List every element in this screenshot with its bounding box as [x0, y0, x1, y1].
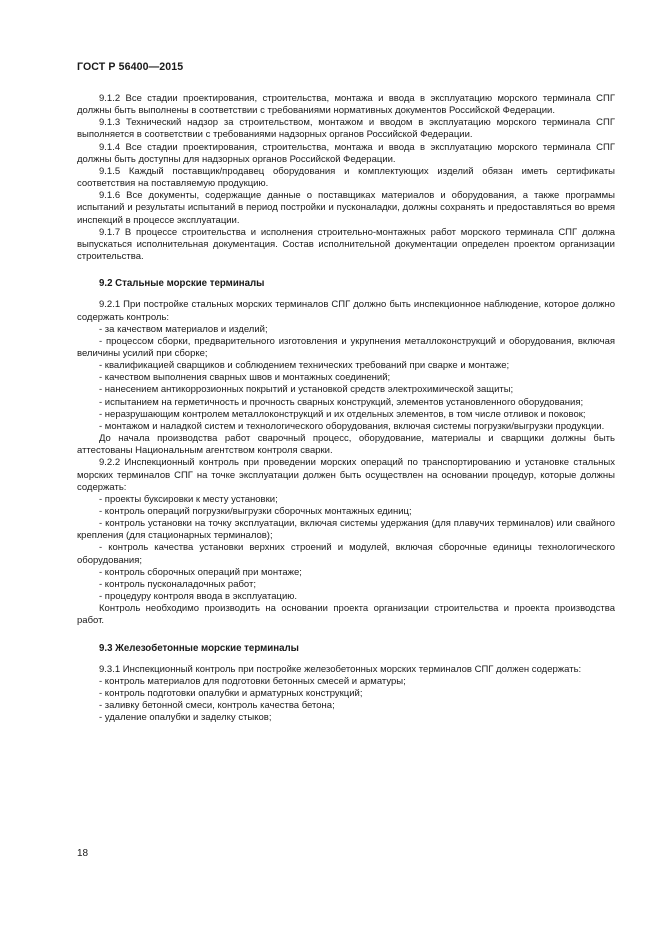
paragraph-9-2-2: 9.2.2 Инспекционный контроль при проведении морских операций по транспортированию и установке стальных морских терминалов СПГ на точке эксплуатации должен быть осуществлен на основании процедур, которые должны содержать: [77, 457, 615, 493]
paragraph-9-1-7: 9.1.7 В процессе строительства и исполнения строительно-монтажных работ морского терминала СПГ должна выпускаться исполнительная документация. Состав исполнительной документации определен проектом организации строительства. [77, 226, 615, 263]
list-item: - контроль пусконаладочных работ; [99, 578, 256, 590]
list-item: - процедуру контроля ввода в эксплуатацию. [99, 591, 298, 603]
list-item: - квалификацией сварщиков и соблюдением технических требований при сварке и монтаже; [99, 360, 510, 372]
list-item: - качеством выполнения сварных швов и монтажных соединений; [99, 372, 391, 384]
paragraph-9-1-3: 9.1.3 Технический надзор за строительством, монтажом и вводом в эксплуатацию морского терминала СПГ выполняется в соответствии с требованиями надзорных органов Российской Федерации. [77, 117, 615, 141]
list-item: - контроль установки на точку эксплуатации, включая системы удержания (для плавучих терминалов) или свайного крепления (для стационарных терминалов); [77, 518, 615, 542]
page-number: 18 [77, 848, 89, 859]
list-item: - монтажом и наладкой систем и технологического оборудования, включая системы погрузки/выгрузки продукции. [99, 420, 605, 432]
paragraph-9-1-2: 9.1.2 Все стадии проектирования, строительства, монтажа и ввода в эксплуатацию морского терминала СПГ должны быть выполнены в соответствии с требованиями нормативных документов Российской Федерации. [77, 93, 615, 117]
paragraph-9-1-6: 9.1.6 Все документы, содержащие данные о поставщиках материалов и оборудования, а также программы испытаний и результаты испытаний в период постройки и пусконаладки, должны сохранять и предоставляться во время инспекций в процессе эксплуатации. [77, 190, 615, 226]
list-item: - удаление опалубки и заделку стыков; [99, 712, 272, 724]
list-item: - контроль материалов для подготовки бетонных смесей и арматуры; [99, 675, 406, 687]
section-heading-9-3: 9.3 Железобетонные морские терминалы [99, 642, 299, 654]
document-body [77, 93, 615, 725]
section-heading-9-2: 9.2 Стальные морские терминалы [99, 278, 265, 290]
list-item: - нанесением антикоррозионных покрытий и установкой средств электрохимической защиты; [99, 384, 514, 396]
paragraph-9-1-4: 9.1.4 Все стадии проектирования, строительства, монтажа и ввода в эксплуатацию морского терминала СПГ должны быть доступны для надзорных органов Российской Федерации. [77, 141, 615, 165]
paragraph-control-note: Контроль необходимо производить на основании проекта организации строительства и проекта производства работ. [77, 603, 615, 627]
paragraph-9-1-5: 9.1.5 Каждый поставщик/продавец оборудования и комплектующих изделий обязан иметь сертификаты соответствия на поставляемую продукцию. [77, 165, 615, 190]
list-item: - контроль сборочных операций при монтаже; [99, 566, 302, 578]
list-item: - заливку бетонной смеси, контроль качества бетона; [99, 700, 335, 712]
list-item: - неразрушающим контролем металлоконструкций и их отдельных элементов, в том числе отливок и поковок; [99, 408, 586, 420]
list-item: - процессом сборки, предварительного изготовления и укрупнения металлоконструкций и оборудования, включая величины усилий при сборке; [77, 335, 615, 359]
list-item: - за качеством материалов и изделий; [99, 323, 268, 335]
paragraph-welding-note: До начала производства работ сварочный процесс, оборудование, материалы и сварщики должны быть аттестованы Национальным агентством контроля сварки. [77, 433, 615, 457]
list-item: - испытанием на герметичность и прочность сварных конструкций, элементов установленного оборудования; [99, 396, 584, 408]
list-item: - контроль качества установки верхних строений и модулей, включая сборочные единицы технологического оборудования; [77, 542, 615, 566]
document-code-header: ГОСТ Р 56400—2015 [77, 61, 184, 73]
paragraph-9-2-1: 9.2.1 При постройке стальных морских терминалов СПГ должно быть инспекционное наблюдение, которое должно содержать контроль: [77, 299, 615, 323]
list-item: - контроль подготовки опалубки и арматурных конструкций; [99, 688, 363, 700]
paragraph-9-3-1: 9.3.1 Инспекционный контроль при постройке железобетонных морских терминалов СПГ должен содержать: [99, 663, 582, 675]
list-item: - проекты буксировки к месту установки; [99, 493, 278, 505]
list-item: - контроль операций погрузки/выгрузки сборочных монтажных единиц; [99, 506, 412, 517]
